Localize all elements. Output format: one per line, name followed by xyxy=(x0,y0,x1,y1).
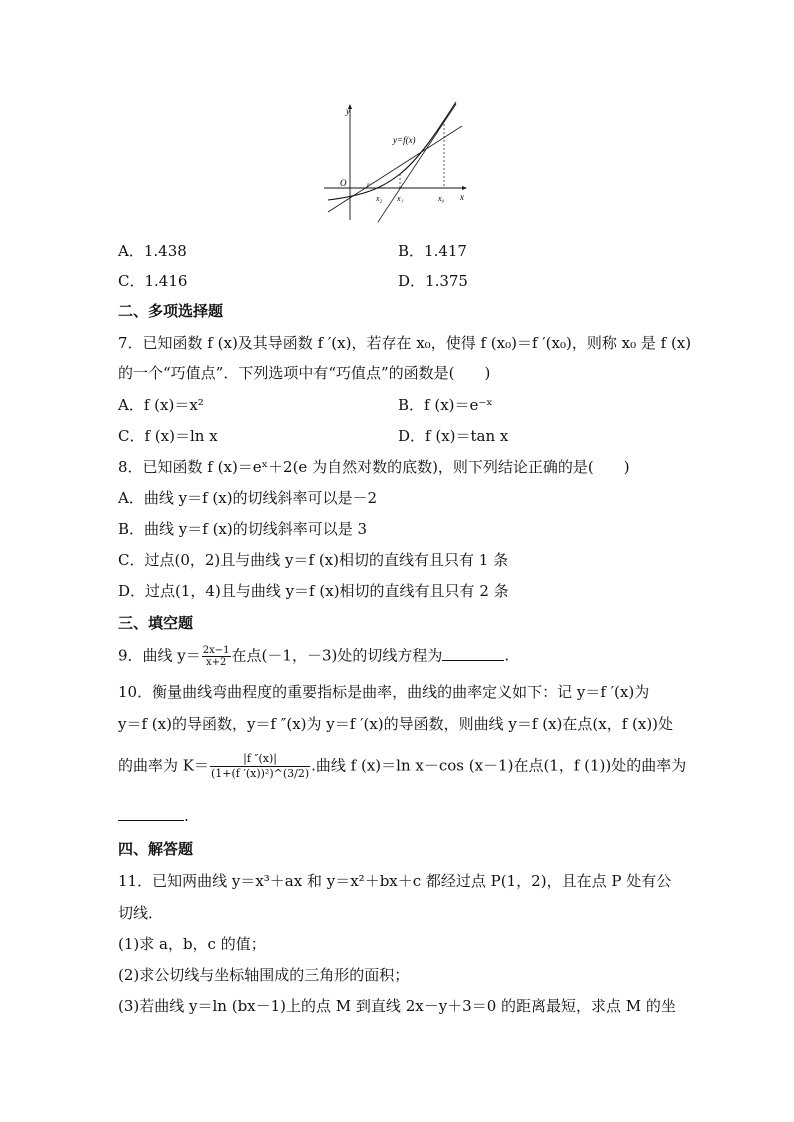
label-x0: x₀ xyxy=(438,194,445,203)
q8-option-b: B．曲线 y＝f (x)的切线斜率可以是 3 xyxy=(118,520,368,538)
q10-line4: . xyxy=(118,806,688,826)
q9-after: 在点(－1，－3)处的切线方程为 xyxy=(231,646,443,665)
q6-option-a: A．1.438 xyxy=(118,242,187,260)
newton-method-figure xyxy=(320,100,470,225)
q7-option-c: C．f (x)＝ln x xyxy=(118,427,218,445)
x-axis-arrow xyxy=(462,186,467,190)
q6-option-b: B．1.417 xyxy=(398,242,467,260)
curve-f xyxy=(328,102,456,200)
q7-option-a: A．f (x)＝x² xyxy=(118,396,204,414)
label-y: y xyxy=(346,106,350,116)
section-heading-multi: 二、多项选择题 xyxy=(118,302,224,320)
q10-curvature-fraction: $\frac{|f ''(x)|}{\text{(1+(f ′(x))²)\textasciicircum{}(3/2)}}$ xyxy=(210,752,310,780)
function-graph xyxy=(320,100,470,225)
q7-option-d: D．f (x)＝tan x xyxy=(398,427,509,445)
q11-part2: (2)求公切线与坐标轴围成的三角形的面积； xyxy=(118,966,410,984)
label-fn: y=f(x) xyxy=(393,135,416,145)
q9-fraction: $\frac{2x-1}{x+2}$ xyxy=(202,645,230,668)
section-heading-solve: 四、解答题 xyxy=(118,840,194,858)
section-heading-fill: 三、填空题 xyxy=(118,614,194,632)
q9-before: 9．曲线 y＝ xyxy=(118,646,201,665)
q9-answer-blank xyxy=(442,646,504,661)
label-r: r xyxy=(367,181,370,189)
q8-option-c: C．过点(0，2)且与曲线 y＝f (x)相切的直线有且只有 1 条 xyxy=(118,551,509,569)
q6-option-d: D．1.375 xyxy=(398,272,468,290)
q9-line: 9．曲线 y＝ $\frac{2x-1}{x+2}$ 在点(－1，－3)处的切线方程为 . xyxy=(118,645,510,668)
label-origin: O xyxy=(340,178,347,188)
q8-option-d: D．过点(1，4)且与曲线 y＝f (x)相切的直线有且只有 2 条 xyxy=(118,582,509,600)
q10-line2: y＝f (x)的导函数，y＝f ″(x)为 y＝f ′(x)的导函数，则曲线 y＝f (x)在点(x，f (x))处 xyxy=(118,715,674,733)
label-x1: x₁ xyxy=(397,194,404,203)
q11-part3: (3)若曲线 y＝ln (bx－1)上的点 M 到直线 2x－y＋3＝0 的距离最短，求点 M 的坐 xyxy=(118,997,676,1015)
q7-stem-line2: 的一个“巧值点”．下列选项中有“巧值点”的函数是( ) xyxy=(118,364,491,382)
q10-answer-blank xyxy=(118,806,184,821)
q10-line3: 的曲率为 K＝ $\frac{|f ''(x)|}{\text{(1+(f ′(x))²)\textasciicircum{}(3/2)}}$ .曲线 f (x)＝ln x－cos (x－1)在点(1，f (1))处的曲率为 xyxy=(118,752,687,780)
q11-line1: 11．已知两曲线 y＝x³＋ax 和 y＝x²＋bx＋c 都经过点 P(1，2)，且在点 P 处有公 xyxy=(118,872,672,890)
q7-stem-line1: 7．已知函数 f (x)及其导函数 f ′(x)，若存在 x₀，使得 f (x₀)＝f ′(x₀)，则称 x₀ 是 f (x) xyxy=(118,334,692,352)
label-x2: x₂ xyxy=(376,194,383,203)
q8-option-a: A．曲线 y＝f (x)的切线斜率可以是－2 xyxy=(118,489,378,507)
q6-option-c: C．1.416 xyxy=(118,272,188,290)
q11-line2: 切线． xyxy=(118,904,164,922)
q7-option-b: B．f (x)＝e⁻ˣ xyxy=(398,396,493,414)
q11-part1: (1)求 a，b，c 的值； xyxy=(118,935,266,953)
q10-line1: 10．衡量曲线弯曲程度的重要指标是曲率，曲线的曲率定义如下：记 y＝f ′(x)为 xyxy=(118,683,650,701)
label-x: x xyxy=(460,192,464,202)
q8-stem: 8．已知函数 f (x)＝eˣ＋2(e 为自然对数的底数)，则下列结论正确的是( ) xyxy=(118,458,630,476)
